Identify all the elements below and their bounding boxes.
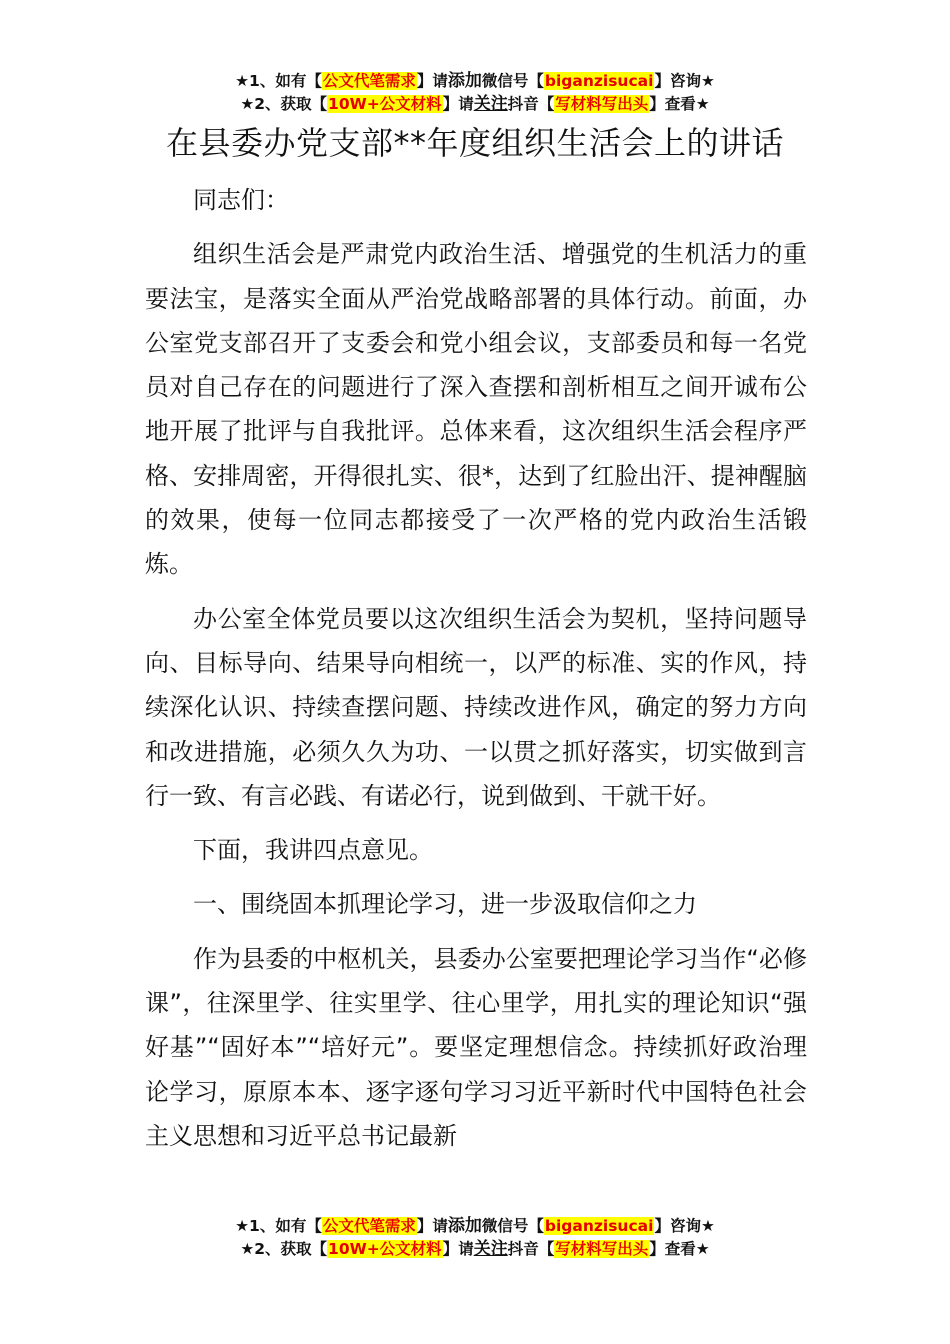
banner-text: 】查看★ [649, 95, 710, 113]
footer-banner [0, 1215, 950, 1261]
banner-wechat-id: biganzisucai [544, 72, 654, 90]
section-heading: 一、围绕固本抓理论学习，进一步汲取信仰之力 [193, 890, 697, 919]
paragraph: 组织生活会是严肃党内政治生活、增强党的生机活力的重要法宝，是落实全面从严治党战略部署的具体行动。前面，办公室党支部召开了支委会和党小组会议，支部委员和每一名党员对自己存在的问题进行了深入查摆和剖析相互之间开诚布公地开展了批评与自我批评。总体来看，这次组织生活会程序严格、安排周密，开得很扎实、很*，达到了红脸出汗、提神醒脑的效果，使每一位同志都接受了一次严格的党内政治生活锻炼。 [145, 240, 807, 579]
banner-text: 】请 [442, 1240, 474, 1258]
banner-text: 】请 [416, 1217, 448, 1235]
banner-line-2 [0, 1238, 950, 1261]
banner-text: ★1、如有【 [235, 72, 322, 90]
banner-text: ★2、获取【 [240, 1240, 328, 1258]
salutation: 同志们： [193, 186, 289, 214]
banner-line-1 [0, 1215, 950, 1238]
banner-emphasis: 关注 [473, 94, 508, 114]
banner-highlight: 10W+公文材料 [328, 95, 442, 113]
banner-emphasis: 关注 [473, 1239, 508, 1259]
banner-text: 微信号【 [481, 1217, 544, 1235]
banner-highlight: 公文代笔需求 [322, 72, 416, 90]
banner-text: 抖音【 [507, 95, 555, 113]
banner-highlight: 公文代笔需求 [322, 1217, 416, 1235]
banner-text: 】咨询★ [654, 1217, 715, 1235]
header-banner [0, 70, 950, 116]
banner-text: 】请 [442, 95, 474, 113]
document-title: 在县委办党支部**年度组织生活会上的讲话 [165, 124, 784, 162]
banner-douyin-id: 写材料写出头 [555, 95, 649, 113]
banner-text: 】咨询★ [654, 72, 715, 90]
banner-emphasis: 添加 [447, 71, 482, 91]
banner-line-2 [0, 93, 950, 116]
document-body [145, 178, 807, 1168]
banner-douyin-id: 写材料写出头 [555, 1240, 649, 1258]
banner-wechat-id: biganzisucai [544, 1217, 654, 1235]
banner-text: 】请 [416, 72, 448, 90]
banner-text: 抖音【 [507, 1240, 555, 1258]
paragraph: 下面，我讲四点意见。 [193, 836, 433, 865]
paragraph: 作为县委的中枢机关，县委办公室要把理论学习当作“必修课”，往深里学、往实里学、往心里学，用扎实的理论知识“强好基”“固好本”“培好元”。要坚定理想信念。持续抓好政治理论学习，原原本本、逐字逐句学习习近平新时代中国特色社会主义思想和习近平总书记最新 [145, 944, 807, 1150]
banner-text: 微信号【 [481, 72, 544, 90]
banner-highlight: 10W+公文材料 [328, 1240, 442, 1258]
paragraph: 办公室全体党员要以这次组织生活会为契机，坚持问题导向、目标导向、结果导向相统一，以严的标准、实的作风，持续深化认识、持续查摆问题、持续改进作风，确定的努力方向和改进措施，必须久久为功、一以贯之抓好落实，切实做到言行一致、有言必践、有诺必行，说到做到、干就干好。 [145, 604, 807, 810]
banner-text: ★1、如有【 [235, 1217, 322, 1235]
banner-emphasis: 添加 [447, 1216, 482, 1236]
banner-text: 】查看★ [649, 1240, 710, 1258]
banner-line-1 [0, 70, 950, 93]
banner-text: ★2、获取【 [240, 95, 328, 113]
